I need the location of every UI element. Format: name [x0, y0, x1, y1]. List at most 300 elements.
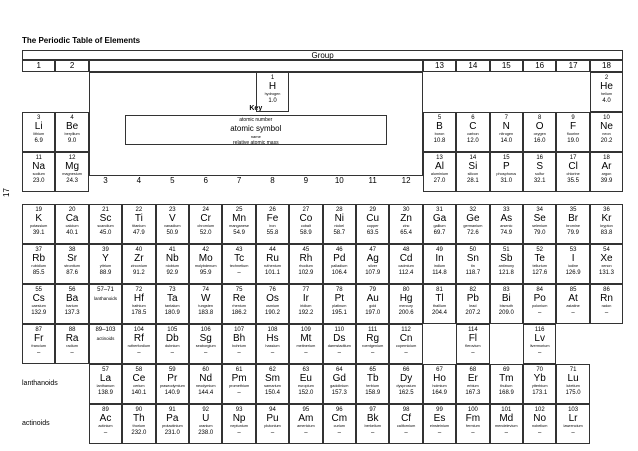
atomic-mass: 102.9	[298, 269, 314, 276]
element-symbol: Nb	[165, 253, 179, 264]
element-name: protactinium	[161, 424, 183, 428]
atomic-number: 40	[135, 247, 143, 253]
element-name: plutonium	[264, 424, 281, 428]
element-cell	[289, 364, 322, 404]
atomic-mass: 114.8	[432, 269, 447, 276]
element-symbol: Mo	[198, 253, 213, 264]
atomic-number: 83	[502, 287, 510, 293]
element-name: strontium	[64, 264, 80, 268]
element-cell	[256, 364, 289, 404]
atomic-mass: –	[371, 349, 375, 356]
element-name: nickel	[334, 224, 345, 228]
atomic-mass: 20.2	[600, 137, 613, 144]
element-symbol: Cr	[200, 213, 211, 224]
element-name: erbium	[467, 384, 479, 388]
element-symbol: Er	[467, 373, 478, 384]
element-name: cobalt	[300, 224, 311, 228]
atomic-number: 14	[469, 155, 477, 161]
element-cell	[490, 152, 523, 192]
group-number: 9	[303, 176, 309, 185]
element-name: zirconium	[130, 264, 147, 268]
atomic-mass: –	[538, 349, 542, 356]
series-note: lanthanoids	[93, 296, 117, 301]
atomic-mass: –	[237, 389, 241, 396]
element-name: rutherfordium	[127, 344, 151, 348]
element-cell	[523, 204, 556, 244]
atomic-number: 2	[604, 75, 609, 81]
element-symbol: Pb	[466, 293, 479, 304]
atomic-mass: 10.8	[433, 137, 446, 144]
atomic-number: 82	[469, 287, 477, 293]
element-name: beryllium	[64, 132, 80, 136]
element-cell	[22, 204, 55, 244]
element-cell	[156, 324, 189, 364]
element-name: phosphorus	[496, 172, 517, 176]
element-name: rhodium	[299, 264, 313, 268]
element-cell	[389, 324, 422, 364]
element-name: promethium	[229, 384, 250, 388]
atomic-mass: 1.0	[268, 97, 277, 104]
element-symbol: Rf	[133, 333, 144, 344]
atomic-mass: 106.4	[331, 269, 347, 276]
group-number: 1	[22, 60, 55, 72]
group-number: 18	[590, 60, 623, 72]
atomic-number: 91	[168, 407, 176, 413]
atomic-mass: 58.7	[333, 229, 346, 236]
atomic-number: 36	[603, 207, 610, 213]
element-cell	[289, 324, 322, 364]
atomic-number: 22	[135, 207, 143, 213]
element-cell	[556, 364, 589, 404]
atomic-number: 58	[135, 367, 143, 373]
atomic-number: 23	[168, 207, 176, 213]
element-cell	[456, 364, 489, 404]
atomic-number: 84	[536, 287, 544, 293]
element-symbol: Fr	[33, 333, 44, 344]
element-cell	[289, 204, 322, 244]
element-name: thallium	[432, 304, 447, 308]
element-cell	[590, 152, 623, 192]
atomic-number: 94	[269, 407, 276, 413]
element-symbol: Pt	[334, 293, 345, 304]
atomic-mass: 144.4	[198, 389, 214, 396]
element-name: lutetium	[566, 384, 580, 388]
element-symbol: Bi	[501, 293, 511, 304]
element-symbol: Co	[299, 213, 313, 224]
atomic-number: 80	[402, 287, 410, 293]
element-symbol: Ti	[134, 213, 143, 224]
atomic-number: 48	[402, 247, 410, 253]
series-note: actinoids	[96, 336, 115, 341]
element-name: ytterbium	[531, 384, 548, 388]
atomic-mass: 126.9	[565, 269, 581, 276]
element-symbol: Np	[232, 413, 246, 424]
element-cell	[490, 244, 523, 284]
atomic-mass: 138.9	[97, 389, 113, 396]
element-symbol: Mn	[232, 213, 247, 224]
element-name: hydrogen	[264, 92, 281, 96]
element-name: scandium	[97, 224, 114, 228]
element-symbol: O	[535, 121, 544, 132]
element-symbol: Re	[232, 293, 246, 304]
element-name: selenium	[532, 224, 548, 228]
element-symbol: Mg	[65, 161, 80, 172]
row-label-lanthanoids: lanthanoids	[22, 380, 58, 387]
element-cell	[590, 284, 623, 324]
element-symbol: Pa	[166, 413, 179, 424]
atomic-mass: 167.3	[465, 389, 481, 396]
element-name: lithium	[33, 132, 45, 136]
atomic-mass: –	[404, 429, 408, 436]
element-cell	[490, 364, 523, 404]
element-symbol: Pd	[333, 253, 346, 264]
atomic-number: 24	[202, 207, 210, 213]
element-cell	[22, 284, 55, 324]
element-cell	[323, 324, 356, 364]
element-name: flerovium	[465, 344, 481, 348]
element-name: cadmium	[398, 264, 414, 268]
element-cell	[323, 284, 356, 324]
element-name: gallium	[433, 224, 446, 228]
atomic-number: 87	[35, 327, 43, 333]
atomic-number: 75	[235, 287, 243, 293]
key-name: name	[250, 134, 261, 139]
atomic-number: 96	[335, 407, 343, 413]
element-name: einsteinium	[429, 424, 450, 428]
element-symbol: Ru	[266, 253, 279, 264]
element-name: bismuth	[499, 304, 513, 308]
element-symbol: Fl	[468, 333, 478, 344]
atomic-number: 31	[436, 207, 443, 213]
element-name: yttrium	[99, 264, 112, 268]
atomic-mass: 23.0	[32, 177, 45, 184]
atomic-mass: 79.9	[567, 229, 579, 236]
group-number: 12	[401, 176, 411, 185]
element-symbol: Po	[533, 293, 546, 304]
group-number: 6	[203, 176, 208, 185]
atomic-number: 90	[135, 407, 143, 413]
page-title: The Periodic Table of Elements	[22, 36, 141, 45]
element-name: oxygen	[533, 132, 546, 136]
atomic-mass: 12.0	[467, 137, 479, 144]
element-name: tin	[470, 264, 475, 268]
atomic-mass: 112.4	[398, 269, 414, 276]
element-symbol: B	[436, 121, 443, 132]
element-name: californium	[396, 424, 416, 428]
atomic-mass: –	[304, 429, 308, 436]
atomic-number: 93	[235, 407, 243, 413]
atomic-number: 92	[202, 407, 210, 413]
element-name: neon	[602, 132, 611, 136]
element-symbol: Te	[534, 253, 545, 264]
atomic-mass: 175.0	[565, 389, 581, 396]
atomic-number: 13	[436, 155, 443, 161]
element-name: curium	[333, 424, 345, 428]
atomic-number: 49	[436, 247, 443, 253]
atomic-mass: 32.1	[533, 177, 546, 184]
element-name: fermium	[466, 424, 480, 428]
atomic-number: 67	[436, 367, 443, 373]
element-symbol: Na	[32, 161, 46, 172]
element-name: calcium	[65, 224, 79, 228]
element-symbol: H	[268, 81, 277, 92]
atomic-number: 101	[501, 407, 512, 413]
element-symbol: Lv	[534, 333, 545, 344]
element-cell	[356, 324, 389, 364]
atomic-number: 114	[468, 327, 478, 333]
element-cell	[289, 404, 322, 444]
atomic-number: 102	[534, 407, 545, 413]
key-relative-atomic-mass: relative atomic mass	[233, 140, 279, 146]
atomic-number: 72	[135, 287, 143, 293]
atomic-mass: 200.6	[398, 309, 414, 316]
element-name: platinum	[332, 304, 347, 308]
element-cell	[423, 152, 456, 192]
atomic-mass: –	[471, 349, 475, 356]
element-cell	[523, 112, 556, 152]
element-cell	[523, 404, 556, 444]
element-symbol: Sb	[500, 253, 513, 264]
key-sample-cell	[125, 115, 387, 145]
element-symbol: K	[35, 213, 43, 224]
element-symbol: Ra	[65, 333, 79, 344]
element-symbol: Pm	[231, 373, 247, 384]
element-cell	[389, 204, 422, 244]
atomic-mass: –	[604, 309, 609, 316]
group-number: 2	[55, 60, 88, 72]
element-symbol: Xe	[600, 253, 613, 264]
atomic-number: 65	[369, 367, 377, 373]
atomic-number: 16	[536, 155, 544, 161]
atomic-number: 95	[302, 407, 310, 413]
atomic-number: 63	[302, 367, 310, 373]
element-cell	[556, 284, 589, 324]
element-cell	[189, 244, 222, 284]
atomic-mass: 152.0	[298, 389, 314, 396]
atomic-number: 77	[302, 287, 310, 293]
element-name: barium	[66, 304, 78, 308]
atomic-number: 86	[603, 287, 610, 293]
atomic-mass: –	[237, 429, 241, 436]
element-cell	[456, 204, 489, 244]
element-cell	[156, 404, 189, 444]
element-symbol: He	[600, 81, 613, 92]
element-name: technetium	[229, 264, 249, 268]
atomic-number: 68	[469, 367, 477, 373]
element-cell	[523, 324, 556, 364]
atomic-number: 112	[401, 327, 411, 333]
element-name: radon	[601, 304, 612, 308]
atomic-number: 11	[35, 155, 42, 161]
atomic-number: 10	[603, 115, 610, 121]
atomic-number: 37	[35, 247, 43, 253]
atomic-number: 104	[133, 327, 144, 333]
element-cell	[22, 112, 55, 152]
element-name: gold	[369, 304, 377, 308]
element-name: boron	[434, 132, 445, 136]
element-symbol: Hg	[399, 293, 413, 304]
atomic-mass: 183.8	[198, 309, 214, 316]
atomic-mass: 209.0	[498, 309, 514, 316]
element-symbol: Fe	[266, 213, 279, 224]
element-name: mercury	[399, 304, 413, 308]
element-cell	[55, 244, 88, 284]
atomic-mass: 58.9	[300, 229, 312, 236]
key-title: Key	[249, 105, 263, 112]
element-cell	[89, 404, 122, 444]
group-header: Group	[22, 50, 623, 60]
element-name: thorium	[132, 424, 146, 428]
element-symbol: Ag	[366, 253, 379, 264]
element-cell	[423, 364, 456, 404]
element-symbol: P	[502, 161, 510, 172]
element-name: nitrogen	[499, 132, 514, 136]
atomic-number: 78	[335, 287, 343, 293]
element-symbol: Nd	[199, 373, 213, 384]
element-cell	[456, 244, 489, 284]
atomic-mass: 121.8	[498, 269, 514, 276]
atomic-number: 42	[202, 247, 210, 253]
atomic-mass: 204.4	[431, 309, 447, 316]
group-number: 16	[523, 60, 556, 72]
group-number: 3	[103, 176, 108, 185]
group-number: 8	[270, 176, 275, 185]
element-cell	[55, 204, 88, 244]
element-cell	[222, 204, 255, 244]
atomic-mass: 74.9	[500, 229, 513, 236]
element-cell	[590, 112, 623, 152]
element-name: germanium	[463, 224, 483, 228]
element-name: ruthenium	[264, 264, 281, 268]
element-cell	[256, 404, 289, 444]
element-name: antimony	[498, 264, 514, 268]
atomic-mass: –	[538, 309, 542, 316]
element-name: livermorium	[529, 344, 550, 348]
element-symbol: Es	[433, 413, 446, 424]
element-symbol: Ni	[334, 213, 345, 224]
element-cell	[523, 364, 556, 404]
atomic-number: 5	[437, 115, 442, 121]
element-symbol: Ac	[99, 413, 112, 424]
element-symbol: Fm	[465, 413, 481, 424]
atomic-number: 51	[502, 247, 510, 253]
key-atomic-number: atomic number	[239, 117, 273, 123]
element-symbol: Sg	[199, 333, 212, 344]
element-cell	[456, 152, 489, 192]
element-cell	[55, 324, 88, 364]
atomic-number: 27	[302, 207, 310, 213]
element-symbol: Ne	[600, 121, 613, 132]
atomic-mass: 91.2	[133, 269, 145, 276]
element-name: arsenic	[500, 224, 513, 228]
atomic-mass: 79.0	[533, 229, 546, 236]
element-cell	[490, 112, 523, 152]
atomic-number: 12	[68, 155, 76, 161]
element-cell	[122, 244, 155, 284]
element-cell	[55, 152, 88, 192]
atomic-mass: –	[270, 349, 275, 356]
atomic-mass: 140.9	[164, 389, 180, 396]
atomic-mass: –	[538, 429, 542, 436]
element-name: neptunium	[230, 424, 248, 428]
element-name: iron	[269, 224, 276, 228]
element-cell	[222, 404, 255, 444]
page-number: 17	[1, 188, 11, 197]
atomic-mass: –	[437, 429, 442, 436]
atomic-number: 107	[234, 327, 245, 333]
atomic-number: 45	[302, 247, 310, 253]
atomic-number: 64	[335, 367, 343, 373]
atomic-mass: 39.1	[32, 229, 45, 236]
element-symbol: Cf	[401, 413, 412, 424]
atomic-number: 18	[603, 155, 610, 161]
atomic-number: 59	[168, 367, 176, 373]
atomic-number: 3	[37, 115, 41, 121]
atomic-number: 53	[569, 247, 577, 253]
atomic-mass: –	[304, 349, 308, 356]
atomic-number: 97	[369, 407, 377, 413]
element-cell	[89, 284, 122, 324]
element-symbol: Tl	[435, 293, 444, 304]
element-name: samarium	[264, 384, 281, 388]
element-symbol: Yb	[533, 373, 546, 384]
group-number-gap	[89, 60, 423, 72]
element-cell	[122, 404, 155, 444]
atomic-number: 6	[471, 115, 475, 121]
element-cell	[423, 404, 456, 444]
atomic-mass: 107.9	[365, 269, 381, 276]
element-name: roentgenium	[362, 344, 384, 348]
element-name: mendelevium	[494, 424, 518, 428]
element-symbol: Pr	[167, 373, 178, 384]
atomic-number: 81	[436, 287, 443, 293]
element-symbol: Si	[468, 161, 478, 172]
element-symbol: F	[570, 121, 577, 132]
atomic-number: 89	[102, 407, 109, 413]
atomic-mass: 150.4	[264, 389, 280, 396]
atomic-mass: 87.6	[66, 269, 78, 276]
element-name: osmium	[265, 304, 280, 308]
element-name: helium	[600, 92, 613, 96]
element-symbol: Am	[298, 413, 314, 424]
element-cell	[122, 284, 155, 324]
atomic-mass: 164.9	[431, 389, 447, 396]
element-name: chlorine	[566, 172, 580, 176]
atomic-number: 43	[235, 247, 243, 253]
element-cell	[222, 284, 255, 324]
element-cell	[156, 284, 189, 324]
element-symbol: La	[99, 373, 112, 384]
element-name: niobium	[165, 264, 179, 268]
element-cell	[389, 404, 422, 444]
atomic-number: 100	[467, 407, 478, 413]
element-name: argon	[601, 172, 612, 176]
atomic-mass: 132.9	[31, 309, 47, 316]
element-symbol: At	[568, 293, 578, 304]
group-number: 13	[423, 60, 456, 72]
element-symbol: Ds	[333, 333, 346, 344]
element-name: carbon	[467, 132, 479, 136]
element-cell	[189, 364, 222, 404]
atomic-mass: 173.1	[532, 389, 548, 396]
element-name: molybdenum	[194, 264, 217, 268]
element-name: sodium	[32, 172, 45, 176]
atomic-mass: –	[404, 349, 408, 356]
element-cell	[523, 244, 556, 284]
element-cell	[55, 112, 88, 152]
atomic-number: 85	[569, 287, 577, 293]
element-symbol: Ce	[132, 373, 146, 384]
